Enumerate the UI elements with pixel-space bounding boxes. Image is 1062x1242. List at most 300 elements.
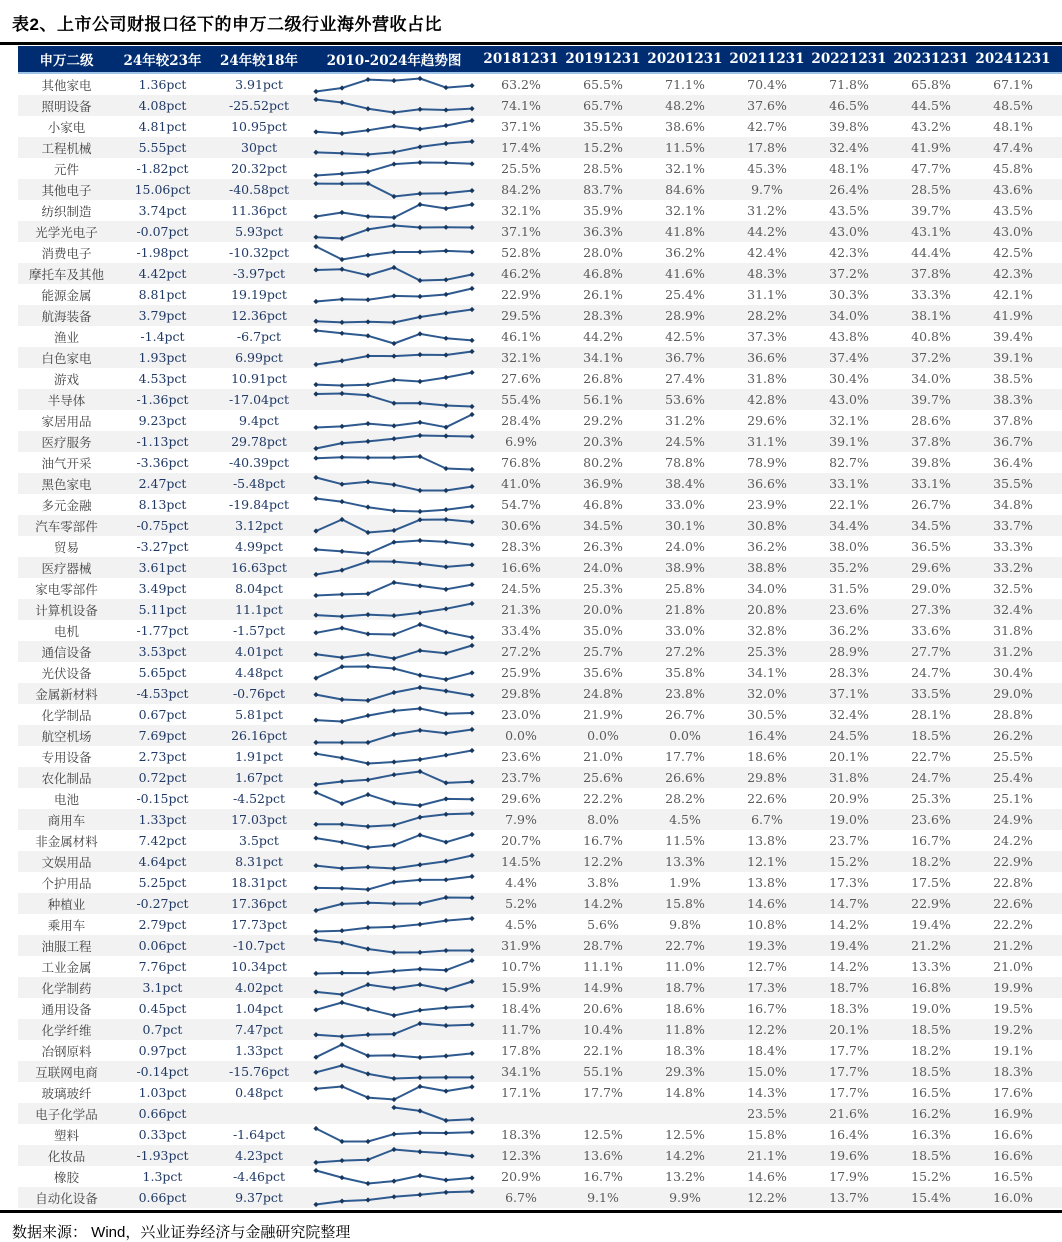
trend-cell <box>308 1062 480 1082</box>
value-20221231: 34.4% <box>829 518 869 533</box>
change-vs-2023: 5.65pct <box>138 665 187 680</box>
value-20201231: 38.4% <box>665 476 705 491</box>
data-point-marker <box>469 710 474 715</box>
data-point-marker <box>365 106 370 111</box>
data-point-marker <box>313 546 318 551</box>
change-vs-2018: -1.57pct <box>232 623 286 638</box>
data-point-marker <box>313 1167 318 1172</box>
trend-sparkline <box>311 915 477 935</box>
value-20191231: 35.5% <box>583 119 623 134</box>
data-point-marker <box>469 542 474 547</box>
value-20221231: 17.7% <box>829 1043 869 1058</box>
data-point-marker <box>391 149 396 154</box>
value-20201231: 11.5% <box>665 833 705 848</box>
industry-name: 个护用品 <box>41 875 92 891</box>
data-point-marker <box>339 839 344 844</box>
page-title: 表2、上市公司财报口径下的申万二级行业海外营收占比 <box>12 15 442 34</box>
data-point-marker <box>469 634 474 639</box>
industry-name: 通信设备 <box>41 644 92 660</box>
change-vs-2018: -10.32pct <box>228 245 290 260</box>
table-row <box>18 1124 1062 1145</box>
value-20221231: 36.2% <box>829 623 869 638</box>
data-point-marker <box>417 378 422 383</box>
table-row <box>18 536 1062 557</box>
data-point-marker <box>313 717 318 722</box>
data-point-marker <box>365 760 370 765</box>
value-20231231: 36.5% <box>911 539 951 554</box>
industry-name: 油气开采 <box>41 455 92 471</box>
data-point-marker <box>313 474 318 479</box>
value-20231231: 16.3% <box>911 1127 951 1142</box>
value-20241231: 16.9% <box>993 1106 1033 1121</box>
change-vs-2018: 5.93pct <box>235 224 283 239</box>
table-row <box>18 1082 1062 1103</box>
trend-cell <box>308 369 480 389</box>
change-vs-2018: 3.5pct <box>239 833 279 848</box>
value-20211231: 36.6% <box>747 476 787 491</box>
data-point-marker <box>365 421 370 426</box>
data-point-marker <box>417 982 422 987</box>
data-point-marker <box>469 810 474 815</box>
data-point-marker <box>417 621 422 626</box>
data-point-marker <box>469 285 474 290</box>
change-vs-2018: 3.12pct <box>235 518 283 533</box>
value-20231231: 24.7% <box>911 770 951 785</box>
value-20181231: 23.7% <box>501 770 541 785</box>
change-vs-2023: 4.08pct <box>138 98 187 113</box>
data-point-marker <box>417 400 422 405</box>
trend-cell <box>308 348 480 368</box>
value-20211231: 15.8% <box>747 1127 787 1142</box>
change-vs-2018: -40.58pct <box>228 182 290 197</box>
change-vs-2018: -25.52pct <box>228 98 290 113</box>
value-20181231: 28.4% <box>501 413 541 428</box>
value-20241231: 28.8% <box>993 707 1033 722</box>
value-20201231: 24.0% <box>665 539 705 554</box>
value-20231231: 16.2% <box>911 1106 951 1121</box>
data-point-marker <box>417 106 422 111</box>
data-point-marker <box>443 986 448 991</box>
change-vs-2018: -4.52pct <box>232 791 286 806</box>
data-point-marker <box>391 1052 396 1057</box>
value-20231231: 18.5% <box>911 1022 951 1037</box>
industry-name: 照明设备 <box>41 98 92 114</box>
data-point-marker <box>391 423 396 428</box>
data-point-marker <box>339 454 344 459</box>
change-vs-2018: 1.67pct <box>235 770 283 785</box>
table-row <box>18 1187 1062 1208</box>
data-point-marker <box>469 138 474 143</box>
value-20231231: 22.7% <box>911 749 951 764</box>
table-row <box>18 1061 1062 1082</box>
value-20211231: 23.9% <box>747 497 787 512</box>
value-20181231: 84.2% <box>501 182 541 197</box>
change-vs-2023: 5.25pct <box>138 875 187 890</box>
value-20201231: 0.0% <box>669 728 701 743</box>
data-point-marker <box>469 83 474 88</box>
value-20201231: 48.2% <box>665 98 705 113</box>
data-point-marker <box>313 445 318 450</box>
trend-sparkline <box>311 264 477 284</box>
value-20181231: 4.4% <box>505 875 537 890</box>
title-divider <box>0 42 1062 45</box>
data-point-marker <box>365 1180 370 1185</box>
value-20241231: 33.2% <box>993 560 1033 575</box>
data-point-marker <box>339 718 344 723</box>
value-20191231: 16.7% <box>583 1169 623 1184</box>
change-vs-2023: 1.36pct <box>138 77 187 92</box>
value-20201231: 14.8% <box>665 1085 705 1100</box>
data-point-marker <box>339 548 344 553</box>
data-point-marker <box>469 915 474 920</box>
value-20191231: 26.8% <box>583 371 623 386</box>
change-vs-2018: 7.47pct <box>235 1022 283 1037</box>
trend-cell <box>308 411 480 431</box>
value-20191231: 25.6% <box>583 770 623 785</box>
value-20211231: 34.0% <box>747 581 787 596</box>
column-header-3: 2010-2024年趋势图 <box>326 53 462 69</box>
data-source-note: 数据来源： Wind，兴业证券经济与金融研究院整理 <box>12 1224 351 1241</box>
data-point-marker <box>417 802 422 807</box>
value-20191231: 14.9% <box>583 980 623 995</box>
data-point-marker <box>417 727 422 732</box>
value-20211231: 29.6% <box>747 413 787 428</box>
value-20241231: 42.5% <box>993 245 1033 260</box>
industry-name: 乘用车 <box>47 917 86 933</box>
value-20191231: 29.2% <box>583 413 623 428</box>
industry-name: 汽车零部件 <box>35 518 98 534</box>
change-vs-2023: 2.73pct <box>138 749 187 764</box>
value-20191231: 56.1% <box>583 392 623 407</box>
change-vs-2018: 4.99pct <box>235 539 283 554</box>
value-20181231: 18.3% <box>501 1127 541 1142</box>
data-point-marker <box>443 516 448 521</box>
data-point-marker <box>365 791 370 796</box>
value-20211231: 13.8% <box>747 875 787 890</box>
value-20181231: 12.3% <box>501 1148 541 1163</box>
data-point-marker <box>391 800 396 805</box>
value-20201231: 28.9% <box>665 308 705 323</box>
trend-sparkline <box>311 222 477 242</box>
table-row <box>18 725 1062 746</box>
value-20191231: 0.0% <box>587 728 619 743</box>
value-20181231: 32.1% <box>501 350 541 365</box>
data-point-marker <box>469 1050 474 1055</box>
data-point-marker <box>339 130 344 135</box>
value-20211231: 18.6% <box>747 749 787 764</box>
trend-cell <box>308 684 480 704</box>
data-point-marker <box>391 665 396 670</box>
value-20241231: 36.4% <box>993 455 1033 470</box>
trend-cell <box>308 474 480 494</box>
data-point-marker <box>443 190 448 195</box>
value-20201231: 13.3% <box>665 854 705 869</box>
industry-name: 玻璃玻纤 <box>41 1085 92 1101</box>
data-point-marker <box>391 340 396 345</box>
value-20191231: 83.7% <box>583 182 623 197</box>
value-20231231: 15.2% <box>911 1169 951 1184</box>
change-vs-2018: 5.81pct <box>235 707 283 722</box>
change-vs-2023: 0.33pct <box>138 1127 187 1142</box>
data-point-marker <box>443 1023 448 1028</box>
trend-cell <box>308 1104 480 1124</box>
value-20211231: 31.2% <box>747 203 787 218</box>
data-point-marker <box>391 161 396 166</box>
value-20241231: 29.0% <box>993 686 1033 701</box>
trend-cell <box>308 726 480 746</box>
value-20241231: 43.0% <box>993 224 1033 239</box>
value-20211231: 6.7% <box>751 812 783 827</box>
change-vs-2023: -1.93pct <box>136 1148 189 1163</box>
value-20211231: 31.8% <box>747 371 787 386</box>
value-20231231: 37.2% <box>911 350 951 365</box>
value-20221231: 20.9% <box>829 791 869 806</box>
value-20211231: 17.8% <box>747 140 787 155</box>
value-20241231: 30.4% <box>993 665 1033 680</box>
value-20191231: 28.5% <box>583 161 623 176</box>
value-20191231: 24.8% <box>583 686 623 701</box>
data-point-marker <box>313 936 318 941</box>
value-20181231: 17.4% <box>501 140 541 155</box>
trend-cell <box>308 159 480 179</box>
change-vs-2023: -1.4pct <box>140 329 185 344</box>
value-20231231: 47.7% <box>911 161 951 176</box>
data-point-marker <box>339 901 344 906</box>
industry-name: 油服工程 <box>41 938 92 954</box>
value-20211231: 42.8% <box>747 392 787 407</box>
change-vs-2018: -40.39pct <box>228 455 290 470</box>
value-20241231: 35.5% <box>993 476 1033 491</box>
value-20241231: 33.7% <box>993 518 1033 533</box>
data-point-marker <box>365 663 370 668</box>
data-point-marker <box>417 966 422 971</box>
industry-name: 白色家电 <box>41 350 92 366</box>
data-point-marker <box>469 947 474 952</box>
value-20201231: 4.5% <box>669 812 701 827</box>
data-point-marker <box>417 1149 422 1154</box>
industry-name: 摩托车及其他 <box>28 266 104 282</box>
trend-cell <box>308 558 480 578</box>
trend-sparkline <box>311 768 477 788</box>
trend-sparkline <box>311 243 477 263</box>
table-row <box>18 599 1062 620</box>
value-20241231: 21.0% <box>993 959 1033 974</box>
value-20191231: 34.5% <box>583 518 623 533</box>
trend-sparkline <box>311 180 477 200</box>
value-20191231: 3.8% <box>587 875 619 890</box>
data-point-marker <box>469 117 474 122</box>
table-row <box>18 977 1062 998</box>
value-20191231: 36.9% <box>583 476 623 491</box>
data-point-marker <box>339 821 344 826</box>
data-point-marker <box>443 1189 448 1194</box>
data-point-marker <box>443 711 448 716</box>
data-point-marker <box>365 900 370 905</box>
value-20201231: 29.3% <box>665 1064 705 1079</box>
data-point-marker <box>339 613 344 618</box>
change-vs-2023: -0.07pct <box>136 224 189 239</box>
change-vs-2023: 0.67pct <box>138 707 187 722</box>
data-point-marker <box>339 991 344 996</box>
data-point-marker <box>339 940 344 945</box>
value-20201231: 12.5% <box>665 1127 705 1142</box>
data-point-marker <box>469 670 474 675</box>
value-20211231: 14.6% <box>747 1169 787 1184</box>
trend-sparkline <box>311 159 477 179</box>
value-20241231: 16.6% <box>993 1127 1033 1142</box>
value-20201231: 15.8% <box>665 896 705 911</box>
column-header-6: 20201231 <box>647 51 723 67</box>
table-row <box>18 914 1062 935</box>
industry-name: 贸易 <box>53 539 79 555</box>
value-20181231: 23.6% <box>501 749 541 764</box>
data-point-marker <box>391 689 396 694</box>
data-point-marker <box>417 949 422 954</box>
value-20191231: 28.0% <box>583 245 623 260</box>
trend-sparkline <box>311 201 477 221</box>
data-point-marker <box>443 224 448 229</box>
value-20241231: 32.4% <box>993 602 1033 617</box>
data-point-marker <box>339 1062 344 1067</box>
trend-sparkline <box>311 936 477 956</box>
data-point-marker <box>365 558 370 563</box>
data-point-marker <box>313 180 318 185</box>
value-20181231: 11.7% <box>501 1022 541 1037</box>
trend-sparkline <box>311 831 477 851</box>
change-vs-2018: 1.04pct <box>235 1001 283 1016</box>
trend-sparkline <box>311 1020 477 1040</box>
value-20191231: 44.2% <box>583 329 623 344</box>
column-header-10: 20241231 <box>975 51 1051 67</box>
data-point-marker <box>417 537 422 542</box>
data-point-marker <box>365 712 370 717</box>
data-point-marker <box>313 1201 318 1206</box>
data-point-marker <box>443 1074 448 1079</box>
data-point-marker <box>391 968 396 973</box>
value-20181231: 29.5% <box>501 308 541 323</box>
trend-cell <box>308 117 480 137</box>
data-point-marker <box>365 353 370 358</box>
value-20211231: 28.2% <box>747 308 787 323</box>
change-vs-2023: 15.06pct <box>134 182 191 197</box>
value-20231231: 29.6% <box>911 560 951 575</box>
value-20231231: 27.7% <box>911 644 951 659</box>
value-20191231: 34.1% <box>583 350 623 365</box>
value-20221231: 31.5% <box>829 581 869 596</box>
data-point-marker <box>443 402 448 407</box>
change-vs-2018: 10.34pct <box>231 959 287 974</box>
value-20181231: 37.1% <box>501 224 541 239</box>
data-point-marker <box>313 835 318 840</box>
table-row <box>18 368 1062 389</box>
data-point-marker <box>417 419 422 424</box>
industry-name: 工程机械 <box>41 140 92 156</box>
data-point-marker <box>469 895 474 900</box>
data-point-marker <box>339 319 344 324</box>
data-point-marker <box>365 272 370 277</box>
column-header-9: 20231231 <box>893 51 969 67</box>
value-20191231: 20.0% <box>583 602 623 617</box>
value-20211231: 15.0% <box>747 1064 787 1079</box>
table-row <box>18 158 1062 179</box>
data-point-marker <box>391 631 396 636</box>
data-point-marker <box>443 1005 448 1010</box>
change-vs-2023: -0.14pct <box>136 1064 189 1079</box>
trend-sparkline <box>311 873 477 893</box>
data-point-marker <box>339 1033 344 1038</box>
change-vs-2018: -19.84pct <box>228 497 290 512</box>
value-20201231: 18.6% <box>665 1001 705 1016</box>
value-20241231: 34.8% <box>993 497 1033 512</box>
value-20231231: 39.7% <box>911 203 951 218</box>
data-point-marker <box>313 885 318 890</box>
value-20231231: 19.4% <box>911 917 951 932</box>
value-20231231: 41.9% <box>911 140 951 155</box>
value-20201231: 38.6% <box>665 119 705 134</box>
change-vs-2018: -1.64pct <box>232 1127 286 1142</box>
table-row <box>18 1019 1062 1040</box>
change-vs-2023: 0.45pct <box>138 1001 187 1016</box>
value-20181231: 46.1% <box>501 329 541 344</box>
value-20231231: 29.0% <box>911 581 951 596</box>
data-point-marker <box>339 999 344 1004</box>
value-20211231: 36.2% <box>747 539 787 554</box>
change-vs-2018: 6.99pct <box>235 350 283 365</box>
value-20211231: 42.4% <box>747 245 787 260</box>
change-vs-2023: 4.42pct <box>138 266 187 281</box>
value-20211231: 32.8% <box>747 623 787 638</box>
data-point-marker <box>365 946 370 951</box>
value-20241231: 31.8% <box>993 623 1033 638</box>
value-20221231: 22.1% <box>829 497 869 512</box>
table-row <box>18 809 1062 830</box>
data-point-marker <box>339 755 344 760</box>
trend-sparkline <box>311 1083 477 1103</box>
data-point-marker <box>365 982 370 987</box>
data-point-marker <box>391 1178 396 1183</box>
value-20181231: 5.2% <box>505 896 537 911</box>
data-point-marker <box>339 481 344 486</box>
industry-name: 能源金属 <box>41 287 92 303</box>
change-vs-2018: 3.91pct <box>235 77 283 92</box>
change-vs-2018: 4.48pct <box>235 665 283 680</box>
data-point-marker <box>443 374 448 379</box>
data-point-marker <box>339 499 344 504</box>
trend-cell <box>308 222 480 242</box>
trend-cell <box>308 1083 480 1103</box>
data-point-marker <box>391 319 396 324</box>
value-20241231: 67.1% <box>993 77 1033 92</box>
value-20231231: 39.8% <box>911 455 951 470</box>
change-vs-2023: -4.53pct <box>136 686 189 701</box>
industry-name: 医疗器械 <box>41 560 92 576</box>
data-point-marker <box>365 438 370 443</box>
trend-sparkline <box>311 390 477 410</box>
value-20241231: 24.2% <box>993 833 1033 848</box>
data-point-marker <box>313 172 318 177</box>
data-point-marker <box>391 822 396 827</box>
trend-sparkline <box>311 75 477 95</box>
data-point-marker <box>391 222 396 227</box>
data-point-marker <box>313 781 318 786</box>
value-20241231: 31.2% <box>993 644 1033 659</box>
trend-cell <box>308 936 480 956</box>
value-20231231: 22.9% <box>911 896 951 911</box>
industry-name: 种植业 <box>47 896 86 912</box>
trend-cell <box>308 285 480 305</box>
value-20211231: 9.7% <box>751 182 783 197</box>
data-point-marker <box>417 921 422 926</box>
